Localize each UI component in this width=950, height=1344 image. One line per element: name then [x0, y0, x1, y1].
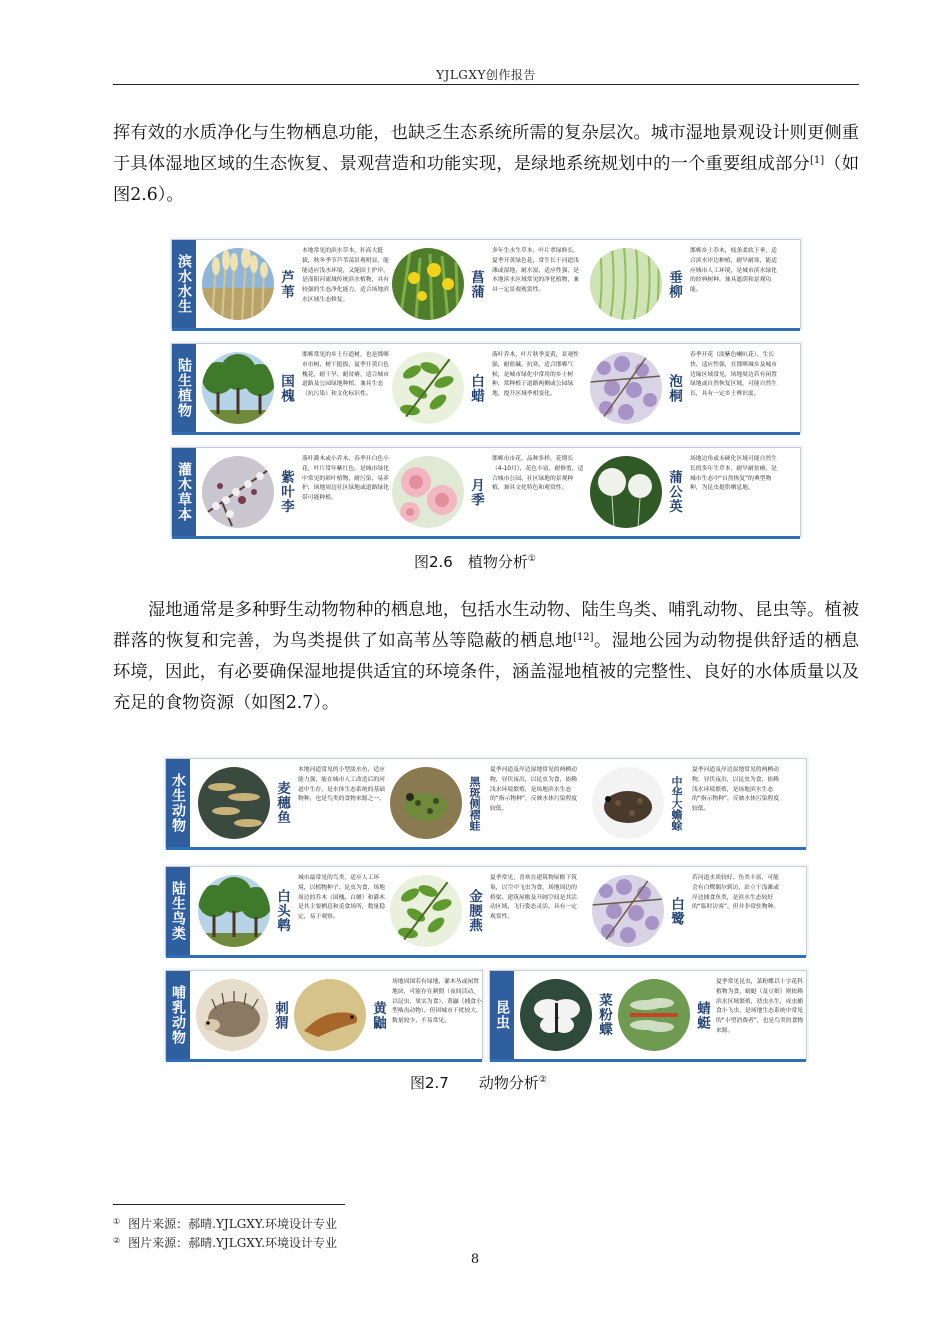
paragraph-2-text: 湿地通常是多种野生动物物种的栖息地，包括水生动物、陆生鸟类、哺乳动物、昆虫等。植被群落的恢复和完善，为鸟类提供了如高苇丛等隐蔽的栖息地 — [113, 600, 859, 651]
dragonfly-photo — [618, 979, 690, 1051]
animal-name: 白鹭 — [668, 896, 684, 926]
plant-description: 邯郸市市花，品种多样，花期长（4-10月），花色丰富，耐修剪，适合城市公园、社区绿地的景观种植，兼具文化特色和观赏性。 — [492, 456, 584, 492]
reed-photo — [202, 248, 274, 320]
category-label: 灌木草本 — [172, 448, 196, 536]
running-header: YJLGXY创作报告 — [436, 68, 536, 82]
plant-description: 本地常见的滨水草本，秆高大挺拔，秋冬季节芦苇荡景观明显，能能适应浅水环境，又能固土护岸，是滏阳河流域传统滨水植物，具有较强的生态净化能力，适合场地滨水区域生态修复。 — [302, 248, 389, 303]
animal-description: 夏季河道及岸边湿地常见的两栖动物，昼伏夜出，以昆虫为食，依赖浅水环境繁殖，是场地滨水生态的“指示物种”，反映水体污染程度较低。 — [490, 767, 578, 813]
page-number: 8 — [470, 1252, 480, 1267]
swallow-photo — [390, 875, 462, 947]
plant-description: 落叶灌木或小乔木，春季开白色小花，叶片常年紫红色，是城市绿化中常见的彩叶植物，耐污染、易养护，场地周边社区绿地或道路绿化带可能种植。 — [302, 456, 389, 502]
animal-description: 夏季河道及岸边湿地常见的两栖动物，昼伏夜出，以昆虫为食，依赖浅水环境繁殖，是场地滨水生态的“指示物种”，反映水体污染程度较低。 — [692, 767, 780, 813]
plants-row-terrestrial — [171, 343, 801, 433]
butterfly-photo — [520, 979, 592, 1051]
iris-photo — [392, 248, 464, 320]
paragraph-2 — [113, 595, 859, 719]
plant-name: 白蜡 — [468, 373, 484, 403]
animal-description: 本地河道常见的小型淡水鱼，适应能力强，能在城市人工改造后的河道中生存，是水体生态系统的基础物种，也是鸟类的食物来源之一。 — [298, 767, 385, 803]
animal-description: 若河道水质较好、鱼类丰富，可能会有白鹭偶尔到访，站立于浅滩或岸边捕食鱼类，是滨水生态较好的“临时访客”，但并非常驻物种。 — [692, 875, 780, 911]
header-rule — [113, 84, 859, 85]
plant-description: 场地边角或未硬化区域可能自然生长的多年生草本，耐旱耐贫瘠，是城市生态中“自然恢复”的典型物种，为昆虫提供栖息地。 — [690, 456, 777, 492]
rose-photo — [392, 456, 464, 528]
paragraph-2-tail: 。湿地公园为动物提供舒适的栖息环境，因此，有必要确保湿地提供适宜的环境条件，涵盖湿地植被的完整性、良好的水体质量以及充足的食物资源（如图2.7）。 — [113, 631, 859, 713]
animals-row-insects — [489, 970, 807, 1060]
animal-name: 刺猬 — [272, 1000, 288, 1030]
footnote-mark: ① — [113, 1217, 121, 1226]
category-label: 水生动物 — [166, 759, 190, 847]
plant-name: 紫叶李 — [278, 470, 294, 514]
animal-description: 场地周围若有绿地、灌木丛或闲置地块，可能存在刺猬（夜间活动，以昆虫、果实为食）、黄鼬（捕食小型啮齿动物），但因城市干扰较大，数量较少，不易常见。 — [392, 979, 482, 1025]
plant-name: 垂柳 — [666, 269, 682, 299]
weasel-photo — [294, 979, 366, 1051]
dandelion-photo — [590, 456, 662, 528]
plant-name: 国槐 — [278, 373, 294, 403]
category-label: 滨水水生 — [172, 240, 196, 328]
animal-name: 黑斑侧褶蛙 — [468, 775, 481, 831]
plant-description: 多年生水生草本，叶片翠绿修长，夏季开黄绿色花，常生长于河道浅滩或湿地，耐水湿、适应性强，是本地滨水区域常见的净化植物，兼具一定景观观赏性。 — [492, 248, 579, 294]
category-label: 昆虫 — [490, 971, 514, 1059]
hedgehog-photo — [196, 979, 268, 1051]
animal-name: 蜻蜓 — [694, 1000, 710, 1030]
category-label: 陆生鸟类 — [166, 867, 190, 955]
animal-name: 金腰燕 — [466, 889, 482, 933]
ash-tree-photo — [392, 352, 464, 424]
figure-caption-plants — [414, 551, 536, 572]
bulbul-photo — [198, 875, 270, 947]
fish-photo — [198, 767, 270, 839]
animal-description: 夏季常见昆虫，菜粉蝶以十字花科植物为食，蜻蜓（及豆娘）则依赖滨水区域繁殖，幼虫水生，成虫捕食小飞虫，是场地生态系统中常见的“小型消费者”，也是鸟类的食物来源。 — [716, 979, 804, 1034]
plant-name: 月季 — [468, 477, 484, 507]
frog-photo — [390, 767, 462, 839]
footnote-mark: ② — [113, 1236, 121, 1245]
toad-photo — [592, 767, 664, 839]
plant-description: 落叶乔木，叶片秋季变黄，景观性强，耐盐碱、抗寒，适合邯郸气候，是城市绿化中常用的乡土树种，常种植于道路两侧或公园绿地，提升区域季相变化。 — [492, 352, 579, 398]
footnote-mark: ① — [527, 554, 536, 564]
animals-row-aquatic — [165, 758, 807, 848]
animal-name: 菜粉蝶 — [596, 993, 612, 1037]
willow-photo — [590, 248, 662, 320]
plant-name: 芦苇 — [278, 269, 294, 299]
animals-row-mammals — [165, 970, 483, 1060]
locust-tree-photo — [202, 352, 274, 424]
plant-description: 邯郸乡土乔木，枝条柔软下垂，适合滨水岸边种植，耐旱耐寒，能适应城市人工环境，是城市滨水绿化的经典树种，兼具遮荫和景观功能。 — [690, 248, 777, 294]
animal-name: 麦穗鱼 — [274, 781, 290, 825]
category-label: 陆生植物 — [172, 344, 196, 432]
paulownia-photo — [590, 352, 662, 424]
animal-name: 中华大蟾蜍 — [670, 775, 683, 831]
category-label: 哺乳动物 — [166, 971, 190, 1059]
purple-plum-photo — [202, 456, 274, 528]
egret-photo — [592, 875, 664, 947]
paragraph-1 — [113, 118, 859, 211]
footnote-1 — [113, 1215, 337, 1232]
animal-description: 夏季常见，喜欢在建筑物屋檐下筑巢，以空中飞虫为食，场地周边的桥梁、建筑屋檐及开阔空间是其活动区域，飞行姿态灵活，具有一定观赏性。 — [490, 875, 577, 921]
animals-row-birds — [165, 866, 807, 956]
paragraph-1-tail: （如图2.6）。 — [113, 154, 859, 205]
caption-text: 图2.6 植物分析 — [414, 553, 528, 571]
plants-row-waterside — [171, 239, 801, 329]
footnote-mark: ② — [538, 1075, 547, 1085]
figure-animals — [165, 758, 807, 1058]
footnote-text: 图片来源：郝晴.YJLGXY.环境设计专业 — [128, 1236, 338, 1250]
footnote-text: 图片来源：郝晴.YJLGXY.环境设计专业 — [128, 1217, 338, 1231]
paragraph-1-text: 挥有效的水质净化与生物栖息功能，也缺乏生态系统所需的复杂层次。城市湿地景观设计则更侧重于具体湿地区域的生态恢复、景观营造和功能实现，是绿地系统规划中的一个重要组成部分 — [113, 123, 859, 174]
plant-name: 菖蒲 — [468, 269, 484, 299]
figure-plants — [171, 239, 801, 539]
citation-12: [12] — [573, 632, 594, 643]
figure-caption-animals — [410, 1072, 547, 1093]
footnote-rule — [113, 1204, 345, 1205]
citation-1: [1] — [809, 155, 825, 166]
plant-description: 春季开花（淡紫色喇叭花），生长快、适应性强，在邯郸城乡及城市边缘区域常见，场地周边若有闲置绿地或自然恢复区域，可能自然生长，具有一定乡土辨识度。 — [690, 352, 777, 398]
animal-name: 白头鹎 — [274, 889, 290, 933]
animal-description: 城市最常见的鸟类，适应人工环境，以植物种子、昆虫为食，场地周边的乔木（国槐、白蜡）和灌木是其主要栖息和觅食场所，数量稳定，易于观察。 — [298, 875, 385, 921]
animal-name: 黄鼬 — [370, 1000, 386, 1030]
plant-name: 泡桐 — [666, 373, 682, 403]
plant-description: 邯郸常见的乡土行道树，也是邯郸市市树，树干挺拔，夏季开黄白色槐花，耐干旱、耐贫瘠，适合城市道路及公园绿地种植，兼具生态（抗污染）和文化标识性。 — [302, 352, 389, 398]
plants-row-shrubs — [171, 447, 801, 537]
plant-name: 蒲公英 — [666, 470, 682, 514]
caption-text: 图2.7 动物分析 — [410, 1074, 539, 1092]
footnote-2 — [113, 1234, 337, 1251]
